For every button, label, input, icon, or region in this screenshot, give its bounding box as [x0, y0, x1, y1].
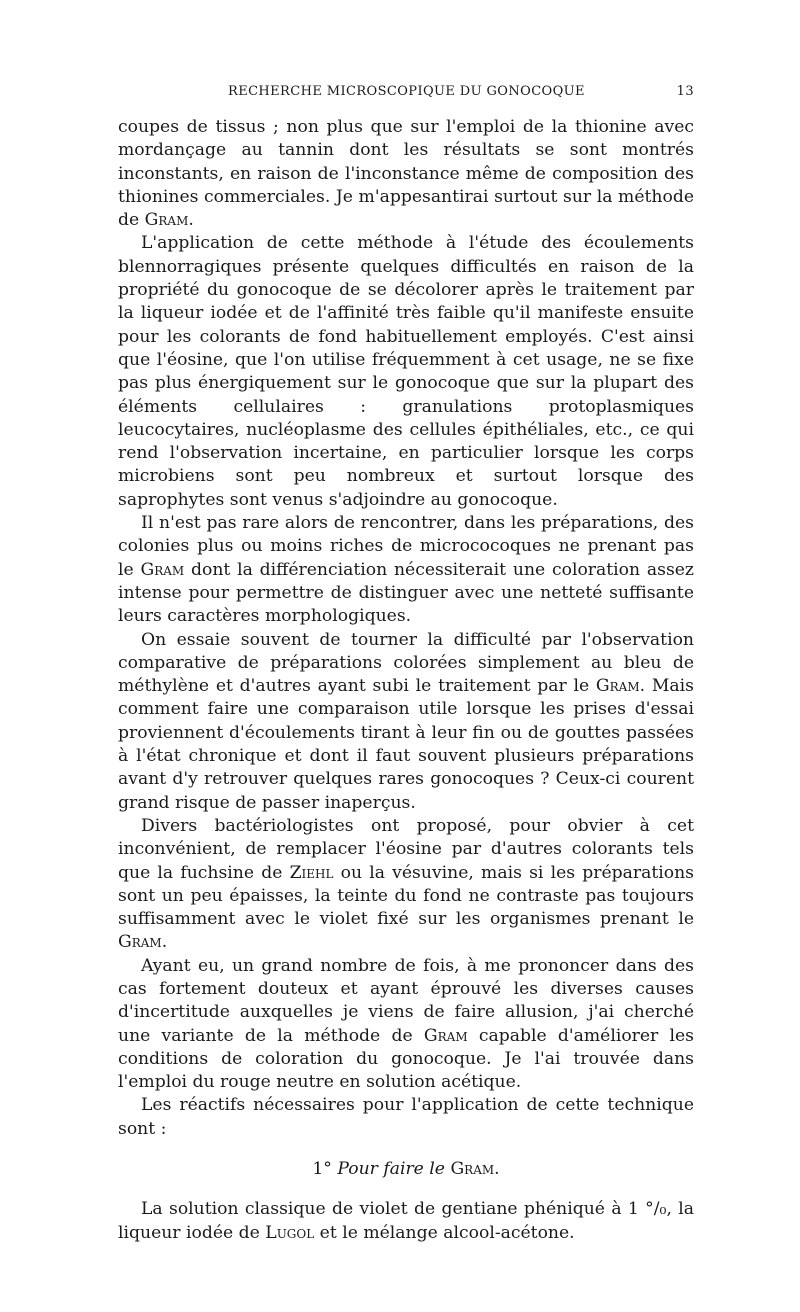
paragraph-4 — [118, 629, 694, 815]
paragraph-1-text-a: coupes de tissus ; non plus que sur l'emploi de la thionine avec mordançage au tannin dont les résultats se sont montrés inconstants, en raison de l'inconstance même de composition des thionines commerciales. Je m'appesantirai surtout sur la méthode de — [118, 117, 694, 231]
paragraph-5-text-b: ou la vésuvine, mais si les préparations sont un peu épaisses, la teinte du fond ne contraste pas toujours suffisamment avec le violet fixé sur les organismes prenant le — [118, 862, 694, 930]
section-end: . — [494, 1159, 500, 1180]
paragraph-3-text-a: Il n'est pas rare alors de rencontrer, dans les préparations, des colonies plus ou moins riches de micrococoques ne prenant pas le — [118, 513, 694, 580]
running-head — [118, 84, 694, 106]
gram-name: Gram — [595, 676, 640, 697]
section-number: 1° — [312, 1159, 332, 1180]
gram-name: Gram — [450, 1159, 495, 1180]
gram-name: Gram — [144, 210, 189, 231]
paragraph-8-text-a: La solution classique de violet de gentiane phéniqué à 1 °/₀, la liqueur iodée de — [118, 1199, 694, 1243]
paragraph-5-text-c: . — [161, 932, 168, 953]
paragraph-5 — [118, 815, 694, 955]
paragraph-3-text-b: dont la différenciation nécessiterait une coloration assez intense pour permettre de distinguer avec une netteté suffisante leurs caractères morphologiques. — [118, 559, 694, 627]
gram-name: Gram — [140, 559, 185, 580]
paragraph-2: L'application de cette méthode à l'étude des écoulements blennorragiques présente quelques difficultés en raison de la propriété du gonocoque de se décolorer après le traitement par la liqueur iodée et de l'affinité très faible qu'il manifeste ensuite pour les colorants de fond habituellement employés. C'est ainsi que l'éosine, que l'on utilise fréquemment à cet usage, ne se fixe pas plus énergiquement sur le gonocoque que sur la plupart des éléments cellulaires : granulations protoplasmiques leucocytaires, nucléoplasme des cellules épithéliales, etc., ce qui rend l'observation incertaine, en particulier lorsque les corps microbiens sont peu nombreux et surtout lorsque des saprophytes sont venus s'adjoindre au gonocoque. — [118, 233, 694, 510]
paragraph-8 — [118, 1198, 694, 1245]
paragraph-5-text-a: Divers bactériologistes ont proposé, pour obvier à cet inconvénient, de remplacer l'éosine par d'autres colorants tels que la fuchsine de — [118, 815, 694, 883]
paragraph-3 — [118, 512, 694, 628]
paragraph-6-text-a: Ayant eu, un grand nombre de fois, à me prononcer dans des cas fortement douteux et ayant éprouvé les diverses causes d'incertitude auxquelles je viens de faire allusion, j'ai cherché une variante de la méthode de — [118, 955, 694, 1046]
section-italic-text: Pour faire le — [337, 1159, 445, 1180]
paragraph-4-text-b: . Mais comment faire une comparaison utile lorsque les prises d'essai proviennent d'écoulements tirant à leur fin ou de gouttes passées à l'état chronique et dont il faut souvent plusieurs préparations avant d'y retrouver quelques rares gonocoques ? Ceux-ci courent grand risque de passer inaperçus. — [118, 676, 694, 813]
running-title: RECHERCHE MICROSCOPIQUE DU GONOCOQUE — [228, 84, 585, 99]
gram-name: Gram — [423, 1025, 468, 1046]
paragraph-7: Les réactifs nécessaires pour l'application de cette technique sont : — [118, 1095, 694, 1139]
paragraph-4-text-a: On essaie souvent de tourner la difficulté par l'observation comparative de préparations colorées simplement au bleu de méthylène et d'autres ayant subi le traitement par le — [118, 629, 694, 697]
body-text — [118, 116, 694, 1245]
paragraph-8-text-b: et le mélange alcool-acétone. — [314, 1222, 575, 1243]
section-heading — [118, 1158, 694, 1181]
paragraph-1-text-b: . — [188, 210, 194, 231]
paragraph-6 — [118, 955, 694, 1095]
page-number: 13 — [676, 84, 694, 99]
paragraph-1 — [118, 116, 694, 232]
ziehl-name: Ziehl — [289, 862, 334, 883]
paragraph-6-text-b: capable d'améliorer les conditions de coloration du gonocoque. Je l'ai trouvée dans l'emploi du rouge neutre en solution acétique. — [118, 1025, 695, 1093]
lugol-name: Lugol — [265, 1222, 315, 1243]
gram-name: Gram — [118, 932, 162, 953]
